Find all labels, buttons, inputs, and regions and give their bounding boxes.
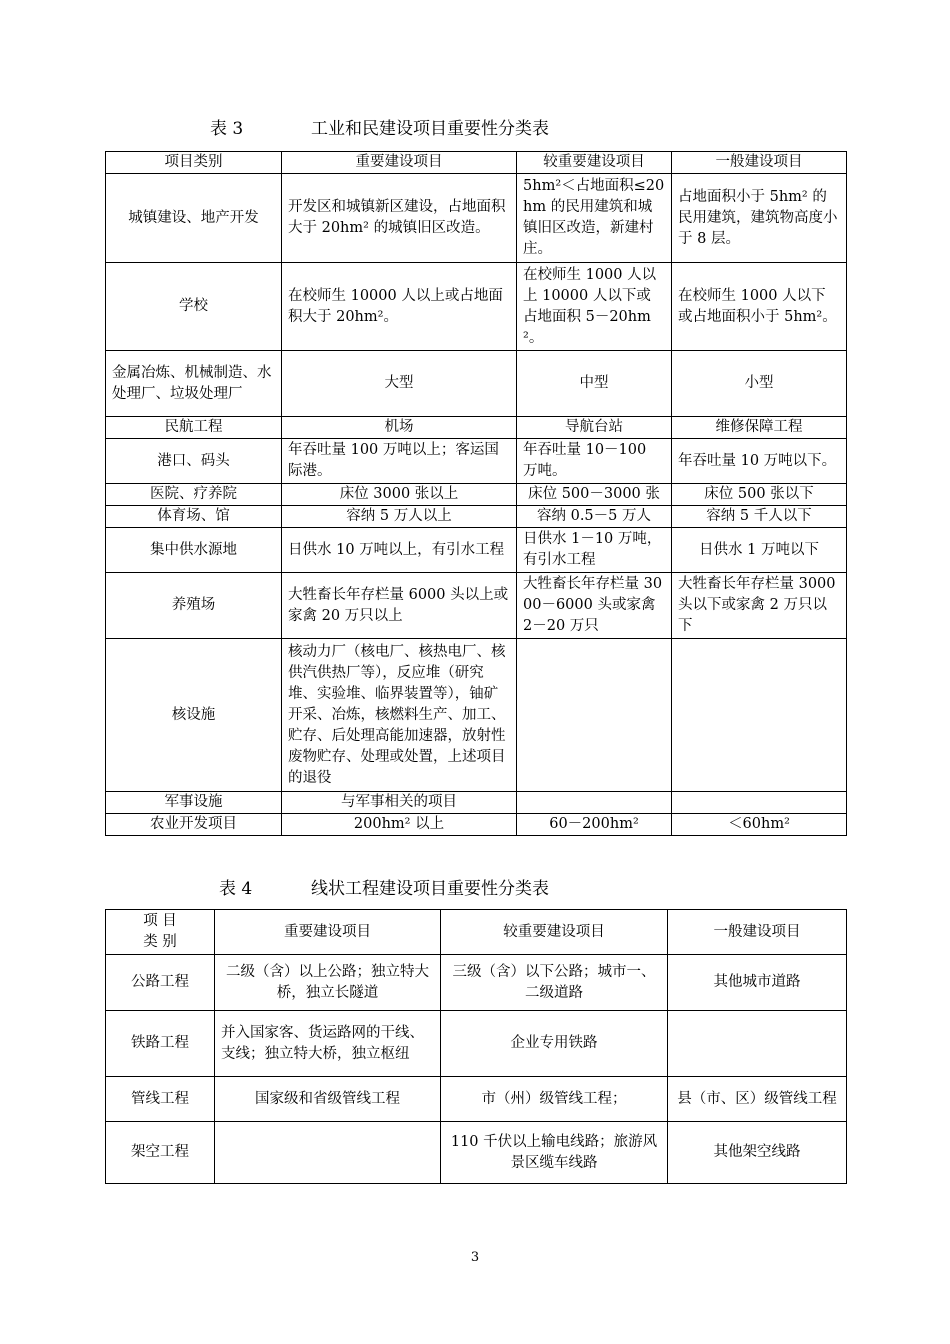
table-cell: 大牲畜长年存栏量 6000 头以上或家禽 20 万只以上 <box>282 573 517 639</box>
table-cell: 企业专用铁路 <box>441 1011 668 1077</box>
table-cell: 市（州）级管线工程； <box>441 1077 668 1122</box>
table-cell: 日供水 1－10 万吨，有引水工程 <box>517 528 672 573</box>
table-cell: 城镇建设、地产开发 <box>106 174 282 263</box>
table-cell: 在校师生 1000 人以上 10000 人以下或占地面积 5－20hm²。 <box>517 263 672 351</box>
table-row <box>106 814 847 836</box>
table-row <box>106 573 847 639</box>
table-cell: 5hm²＜占地面积≤20hm 的民用建筑和城镇旧区改造，新建村庄。 <box>517 174 672 263</box>
table-cell: 金属冶炼、机械制造、水处理厂、垃圾处理厂 <box>106 351 282 417</box>
table4-header-cell: 项 目 类 别 <box>106 910 215 955</box>
table-cell: 大型 <box>282 351 517 417</box>
table-row <box>106 1122 847 1184</box>
table-row <box>106 439 847 484</box>
table-cell: 医院、疗养院 <box>106 484 282 506</box>
table-cell <box>517 639 672 792</box>
table-cell: 110 千伏以上输电线路；旅游风景区缆车线路 <box>441 1122 668 1184</box>
table-cell: 其他城市道路 <box>668 955 847 1011</box>
table4-header-cell: 重要建设项目 <box>215 910 441 955</box>
table-cell <box>672 639 847 792</box>
table-cell: 体育场、馆 <box>106 506 282 528</box>
table-cell: 200hm² 以上 <box>282 814 517 836</box>
table-cell: 60－200hm² <box>517 814 672 836</box>
table-cell: 导航台站 <box>517 417 672 439</box>
table-cell: 机场 <box>282 417 517 439</box>
table-row <box>106 955 847 1011</box>
table-cell: 农业开发项目 <box>106 814 282 836</box>
table-cell: 港口、码头 <box>106 439 282 484</box>
table4-header-cell: 较重要建设项目 <box>441 910 668 955</box>
table-cell: 床位 3000 张以上 <box>282 484 517 506</box>
table-row <box>106 528 847 573</box>
table-cell: 学校 <box>106 263 282 351</box>
table-cell: 小型 <box>672 351 847 417</box>
table-row <box>106 792 847 814</box>
table-row <box>106 263 847 351</box>
table-cell: 年吞吐量 10－100 万吨。 <box>517 439 672 484</box>
table-row <box>106 1011 847 1077</box>
table-cell: 在校师生 1000 人以下或占地面积小于 5hm²。 <box>672 263 847 351</box>
table3-header-cell: 项目类别 <box>106 152 282 174</box>
table-cell: 民航工程 <box>106 417 282 439</box>
table-cell: 容纳 5 万人以上 <box>282 506 517 528</box>
table-cell: 管线工程 <box>106 1077 215 1122</box>
table3-header-cell: 较重要建设项目 <box>517 152 672 174</box>
table-cell <box>215 1122 441 1184</box>
table-cell: 养殖场 <box>106 573 282 639</box>
table-cell <box>672 792 847 814</box>
table-cell: 占地面积小于 5hm² 的民用建筑，建筑物高度小于 8 层。 <box>672 174 847 263</box>
table-cell: 架空工程 <box>106 1122 215 1184</box>
table-cell: 年吞吐量 10 万吨以下。 <box>672 439 847 484</box>
table-cell: 国家级和省级管线工程 <box>215 1077 441 1122</box>
table-cell: 容纳 0.5－5 万人 <box>517 506 672 528</box>
table-cell: 开发区和城镇新区建设，占地面积大于 20hm² 的城镇旧区改造。 <box>282 174 517 263</box>
table-row <box>106 417 847 439</box>
table-cell: 核动力厂（核电厂、核热电厂、核供汽供热厂等），反应堆（研究堆、实验堆、临界装置等），铀矿开采、冶炼，核燃料生产、加工、贮存、后处理高能加速器，放射性废物贮存、处理或处置，上述项目的退役 <box>282 639 517 792</box>
table-cell: 集中供水源地 <box>106 528 282 573</box>
table-cell <box>517 792 672 814</box>
table-cell: ＜60hm² <box>672 814 847 836</box>
table-row <box>106 506 847 528</box>
page-number: 3 <box>470 1250 480 1265</box>
table3-header-row <box>106 152 847 174</box>
table3-title: 工业和民建设项目重要性分类表 <box>311 119 549 139</box>
table-row <box>106 639 847 792</box>
table3-header-cell: 一般建设项目 <box>672 152 847 174</box>
table-cell: 年吞吐量 100 万吨以上；客运国际港。 <box>282 439 517 484</box>
table3 <box>105 151 847 836</box>
table-cell: 中型 <box>517 351 672 417</box>
table-cell: 三级（含）以下公路；城市一、二级道路 <box>441 955 668 1011</box>
table-cell: 维修保障工程 <box>672 417 847 439</box>
table-row <box>106 351 847 417</box>
table-cell: 与军事相关的项目 <box>282 792 517 814</box>
table-row <box>106 174 847 263</box>
table-cell: 日供水 1 万吨以下 <box>672 528 847 573</box>
table-cell: 核设施 <box>106 639 282 792</box>
table-cell: 日供水 10 万吨以上，有引水工程 <box>282 528 517 573</box>
table-cell: 床位 500 张以下 <box>672 484 847 506</box>
table-cell <box>668 1011 847 1077</box>
table4-header-row <box>106 910 847 955</box>
table-cell: 二级（含）以上公路；独立特大桥，独立长隧道 <box>215 955 441 1011</box>
table-cell: 其他架空线路 <box>668 1122 847 1184</box>
table-cell: 公路工程 <box>106 955 215 1011</box>
table-cell: 县（市、区）级管线工程 <box>668 1077 847 1122</box>
table3-label: 表 3 <box>210 119 244 139</box>
table-cell: 大牲畜长年存栏量 3000 头以下或家禽 2 万只以下 <box>672 573 847 639</box>
table-cell: 床位 500－3000 张 <box>517 484 672 506</box>
table-cell: 容纳 5 千人以下 <box>672 506 847 528</box>
table4-label: 表 4 <box>219 879 253 899</box>
table4 <box>105 909 847 1184</box>
table4-header-cell: 一般建设项目 <box>668 910 847 955</box>
table-row <box>106 1077 847 1122</box>
table-cell: 在校师生 10000 人以上或占地面积大于 20hm²。 <box>282 263 517 351</box>
table-cell: 并入国家客、货运路网的干线、支线；独立特大桥，独立枢纽 <box>215 1011 441 1077</box>
table-cell: 军事设施 <box>106 792 282 814</box>
table3-header-cell: 重要建设项目 <box>282 152 517 174</box>
table4-title: 线状工程建设项目重要性分类表 <box>311 879 549 899</box>
table-row <box>106 484 847 506</box>
table-cell: 铁路工程 <box>106 1011 215 1077</box>
table-cell: 大牲畜长年存栏量 3000－6000 头或家禽 2－20 万只 <box>517 573 672 639</box>
